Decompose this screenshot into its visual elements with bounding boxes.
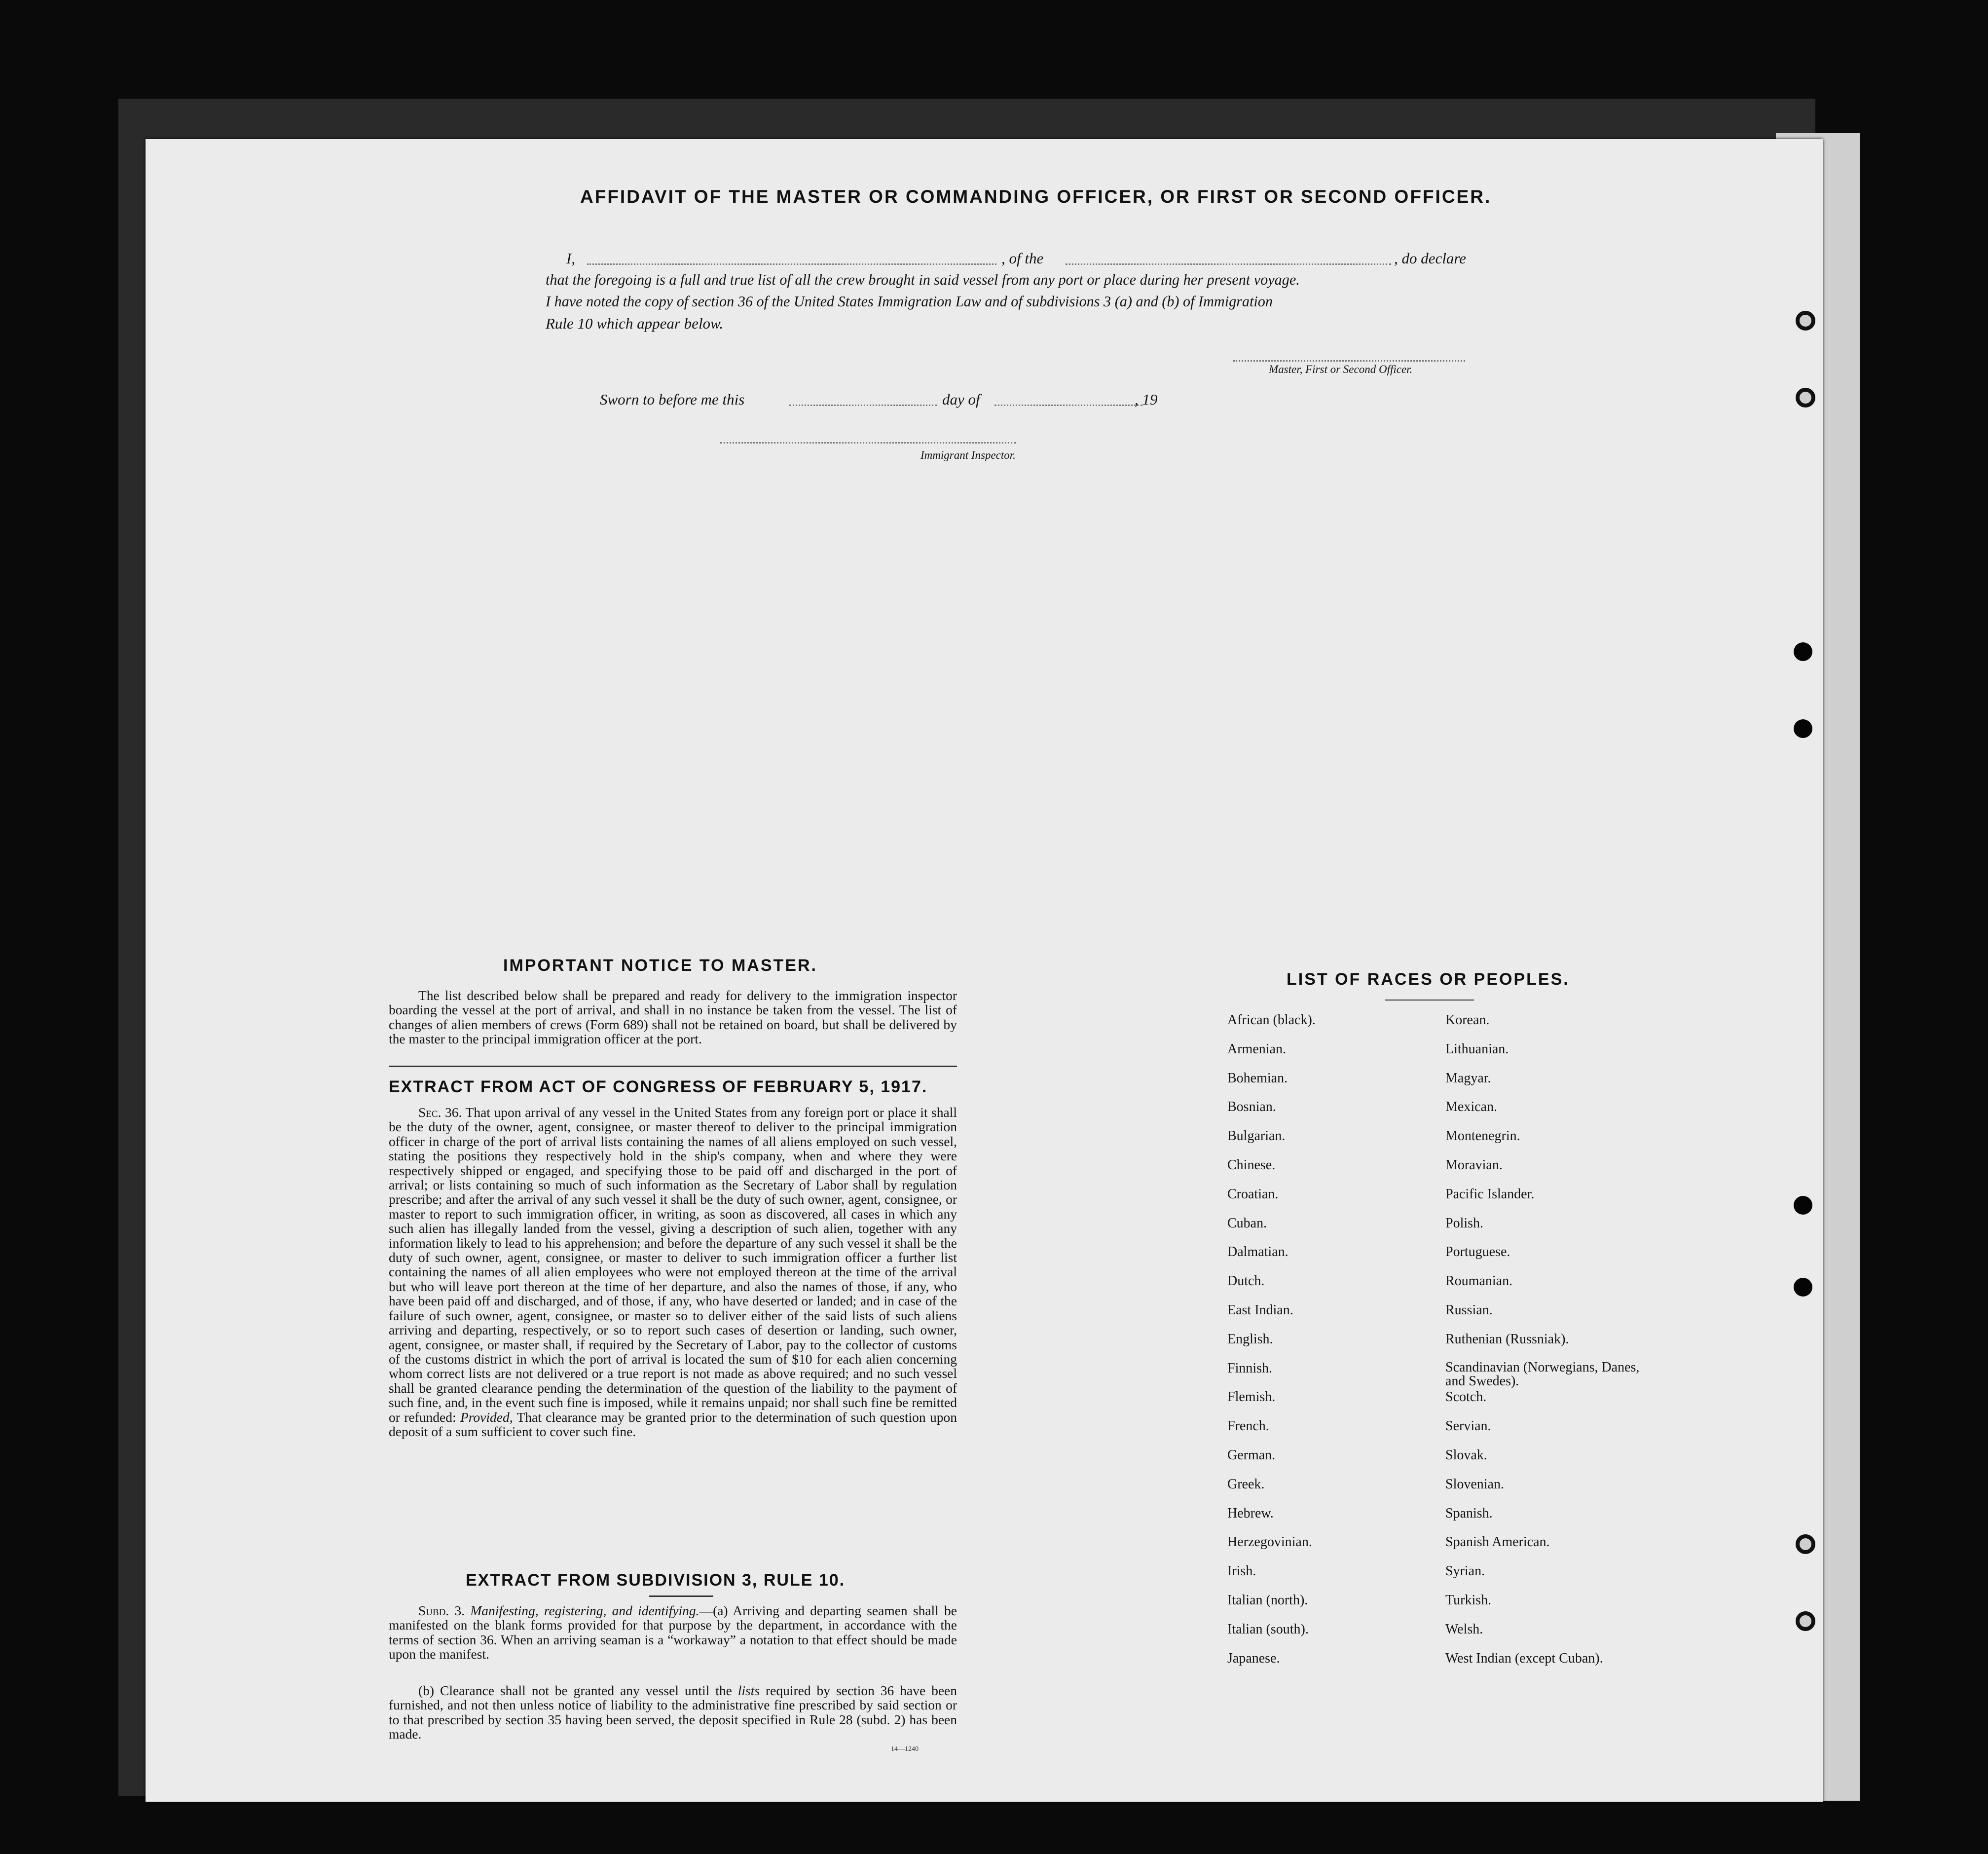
punch-hole-icon <box>1794 719 1812 738</box>
punch-hole-icon <box>1796 1611 1815 1631</box>
day-of-text: day of <box>942 391 980 408</box>
punch-hole-icon <box>1794 1196 1812 1215</box>
race-item: Polish. <box>1445 1215 1484 1231</box>
punch-hole-icon <box>1796 311 1815 331</box>
race-item: Scotch. <box>1445 1389 1487 1405</box>
affidavit-line-2: that the foregoing is a full and true list of all the crew brought in said vessel from any port or place during her present voyage. <box>546 271 1300 288</box>
sworn-month-blank[interactable] <box>994 405 1142 406</box>
race-item: Bohemian. <box>1227 1070 1288 1086</box>
para-b-start: (b) Clearance shall not be granted any vessel until the <box>418 1683 732 1698</box>
sec-36-end: That clearance may be granted prior to the determination of such question upon deposit of a sum sufficient to cover such fine. <box>389 1409 957 1439</box>
race-item: Scandinavian (Norwegians, Danes, and Swedes). <box>1445 1359 1640 1389</box>
rule-extract-title: EXTRACT FROM SUBDIVISION 3, RULE 10. <box>466 1571 846 1590</box>
master-signature-line[interactable] <box>1233 360 1465 362</box>
subd-label: Subd. 3. <box>418 1603 465 1618</box>
race-item: German. <box>1227 1447 1276 1463</box>
race-item: Flemish. <box>1227 1389 1276 1405</box>
rule-para-a <box>389 1603 957 1662</box>
punch-hole-icon <box>1794 1278 1812 1297</box>
race-item: Magyar. <box>1445 1070 1491 1086</box>
race-item: French. <box>1227 1418 1269 1434</box>
name-blank[interactable] <box>587 263 996 265</box>
race-item: Mexican. <box>1445 1099 1497 1115</box>
provided-word: Provided, <box>460 1409 513 1425</box>
race-item: Finnish. <box>1227 1360 1273 1376</box>
sworn-day-blank[interactable] <box>789 405 937 406</box>
act-extract-body <box>389 1105 957 1439</box>
race-item: Roumanian. <box>1445 1273 1513 1289</box>
race-item: Servian. <box>1445 1418 1491 1434</box>
affidavit-line-4: Rule 10 which appear below. <box>546 315 724 332</box>
notice-title: IMPORTANT NOTICE TO MASTER. <box>503 956 817 975</box>
race-item: Italian (north). <box>1227 1593 1308 1608</box>
race-item: Turkish. <box>1445 1593 1492 1608</box>
vessel-blank[interactable] <box>1066 263 1391 265</box>
race-item: English. <box>1227 1331 1273 1347</box>
act-extract-title: EXTRACT FROM ACT OF CONGRESS OF FEBRUARY 5, 1917. <box>389 1077 928 1096</box>
race-item: Hebrew. <box>1227 1505 1274 1521</box>
section-divider <box>389 1066 957 1067</box>
race-item: Spanish. <box>1445 1505 1493 1521</box>
para-a-text: —(a) Arriving and departing seamen shall be manifested on the blank forms provided for that purpose by the department, in accordance with the terms of section 36. When an arriving seaman is a “workaway” a notation to that effect should be made upon the manifest. <box>389 1603 957 1662</box>
affidavit-of-the: , of the <box>1001 250 1044 267</box>
para-b-end: required by section 36 have been furnished, and not then unless notice of liability to the administrative fine prescribed by said section or to that prescribed by section 35 having been served, the deposit specified in Rule 28 (subd. 2) has been made. <box>389 1683 957 1742</box>
subd-heading: Manifesting, registering, and identifying. <box>470 1603 699 1618</box>
inspector-caption: Immigrant Inspector. <box>920 449 1016 461</box>
race-item: Bulgarian. <box>1227 1128 1286 1144</box>
race-item: Korean. <box>1445 1012 1490 1028</box>
race-item: Slovenian. <box>1445 1476 1504 1492</box>
race-item: Ruthenian (Russniak). <box>1445 1331 1569 1347</box>
sworn-year: , 19 <box>1135 391 1158 408</box>
punch-hole-icon <box>1794 642 1812 661</box>
race-item: Herzegovinian. <box>1227 1534 1312 1550</box>
race-item: Chinese. <box>1227 1157 1276 1173</box>
affidavit-title: AFFIDAVIT OF THE MASTER OR COMMANDING OFFICER, OR FIRST OR SECOND OFFICER. <box>580 186 1492 207</box>
para-b-lists: lists <box>737 1683 760 1698</box>
races-title: LIST OF RACES OR PEOPLES. <box>1287 970 1570 989</box>
race-item: Moravian. <box>1445 1157 1503 1173</box>
races-title-underline <box>1385 1000 1474 1001</box>
race-item: Russian. <box>1445 1302 1493 1318</box>
race-item: Dutch. <box>1227 1273 1265 1289</box>
rule-para-b <box>389 1683 957 1742</box>
master-signature-caption: Master, First or Second Officer. <box>1269 363 1413 375</box>
document-page <box>146 139 1823 1802</box>
race-item: Bosnian. <box>1227 1099 1276 1115</box>
race-item: African (black). <box>1227 1012 1316 1028</box>
notice-body: The list described below shall be prepared and ready for delivery to the immigration inspector boarding the vessel at the port of arrival, and shall in no instance be taken from the vessel. The list of changes of alien members of crews (Form 689) shall not be retained on board, but shall be delivered by the master to the principal immigration officer at the port. <box>389 988 957 1047</box>
race-item: Syrian. <box>1445 1563 1485 1579</box>
sworn-text: Sworn to before me this <box>600 391 745 408</box>
sec-36-text: That upon arrival of any vessel in the United States from any foreign port or place it shall be the duty of the owner, agent, consignee, or master thereof to deliver to the principal immigration officer in charge of the port of arrival lists containing the names of all aliens employed on such vessel, stating the positions they respectively hold in the ship's company, when and where they were respectively shipped or engaged, and specifying those to be paid off and discharged in the port of arrival; or lists containing so much of such information as the Secretary of Labor shall by regulation prescribe; and after the arrival of any such vessel it shall be the duty of such owner, agent, consignee, or master to report to such immigration officer, in writing, as soon as discovered, all cases in which any such alien has illegally landed from the vessel, giving a description of such alien, together with any information likely to lead to his apprehension; and before the departure of any such vessel it shall be the duty of such owner, agent, consignee, or master to deliver to such immigration officer a further list containing the names of all alien employees who were not employed thereon at the time of the arrival but who will leave port thereon at the time of her departure, and also the names of those, if any, who have been paid off and discharged, and of those, if any, who have deserted or landed; and in case of the failure of such owner, agent, consignee, or master so to deliver either of the said lists of such aliens arriving and departing, respectively, or so to report such cases of desertion or landing, such owner, agent, consignee, or master shall, if required by the Secretary of Labor, pay to the collector of customs of the customs district in which the port of arrival is located the sum of $10 for each alien concerning whom correct lists are not delivered or a true report is not made as above required; and no such vessel shall be granted clearance pending the determination of the question of the liability to the payment of such fine, and, in the event such fine is imposed, while it remains unpaid; nor shall such fine be remitted or refunded: <box>389 1105 957 1425</box>
punch-hole-icon <box>1796 1534 1815 1554</box>
race-item: East Indian. <box>1227 1302 1293 1318</box>
race-item: Spanish American. <box>1445 1534 1550 1550</box>
form-number: 14—1240 <box>891 1745 919 1753</box>
race-item: Italian (south). <box>1227 1621 1309 1637</box>
race-item: West Indian (except Cuban). <box>1445 1650 1603 1666</box>
race-item: Japanese. <box>1227 1650 1280 1666</box>
affidavit-i: I, <box>566 250 576 267</box>
race-item: Irish. <box>1227 1563 1256 1579</box>
race-item: Dalmatian. <box>1227 1244 1289 1260</box>
sec-label: Sec. 36. <box>418 1105 462 1120</box>
title-underline <box>649 1595 713 1597</box>
race-item: Montenegrin. <box>1445 1128 1520 1144</box>
race-item: Croatian. <box>1227 1186 1279 1202</box>
inspector-signature-line[interactable] <box>720 442 1016 444</box>
race-item: Greek. <box>1227 1476 1265 1492</box>
race-item: Slovak. <box>1445 1447 1487 1463</box>
race-item: Armenian. <box>1227 1041 1286 1057</box>
race-item: Portuguese. <box>1445 1244 1510 1260</box>
affidavit-do-declare: , do declare <box>1394 250 1467 267</box>
race-item: Welsh. <box>1445 1621 1483 1637</box>
affidavit-line-3: I have noted the copy of section 36 of the United States Immigration Law and of subdivisions 3 (a) and (b) of Immigration <box>546 293 1273 310</box>
race-item: Pacific Islander. <box>1445 1186 1535 1202</box>
race-item: Lithuanian. <box>1445 1041 1509 1057</box>
punch-hole-icon <box>1796 388 1815 408</box>
race-item: Cuban. <box>1227 1215 1267 1231</box>
